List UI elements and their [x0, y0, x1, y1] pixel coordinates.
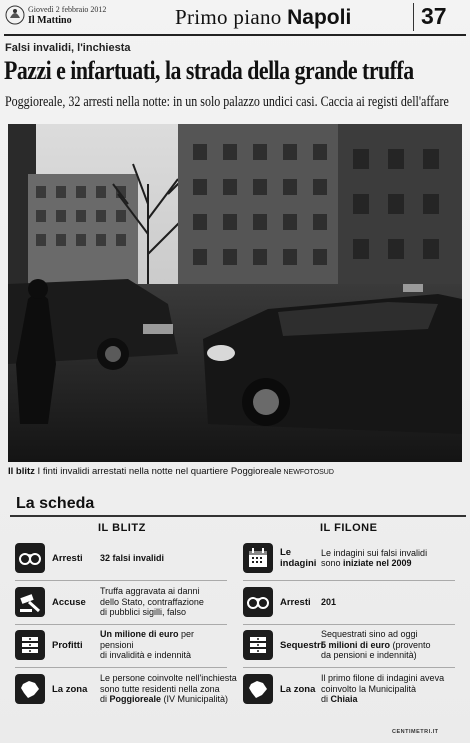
photo-caption [8, 466, 334, 477]
header-rule [4, 34, 466, 36]
right-row-text [321, 597, 336, 608]
row-label-line: indagini [280, 558, 317, 569]
row-label-line: La zona [280, 683, 316, 695]
row-text-line [100, 640, 194, 651]
issue-date: Giovedì 2 febbraio 2012 [28, 5, 107, 14]
row-text-line [321, 548, 427, 559]
row-rule [243, 624, 455, 625]
row-text-line [321, 684, 444, 695]
map-region-icon [15, 674, 45, 704]
left-row-text [100, 586, 204, 618]
row-rule [243, 667, 455, 668]
row-text-line [100, 553, 164, 564]
article-photo [8, 124, 462, 462]
scheda-title: La scheda [16, 495, 95, 512]
row-text-run: coinvolto la Municipalità [321, 683, 417, 694]
article-headline: Pazzi e infartuati, la strada della grande truffa [4, 56, 414, 85]
col-head-filone: IL FILONE [320, 522, 378, 534]
row-label-line: Arresti [52, 552, 83, 564]
handcuffs-icon [243, 587, 273, 617]
right-row-text [321, 548, 427, 569]
row-text-run: di pubblici sigilli, falso [100, 607, 187, 618]
row-label-line: Profitti [52, 639, 83, 651]
row-text-run: pensioni [100, 639, 134, 650]
page-number: 37 [421, 3, 447, 29]
row-text-line [321, 650, 431, 661]
footer-mark: CENTIMETRI.IT [392, 729, 439, 735]
money-icon [243, 630, 273, 660]
row-text-line [100, 673, 237, 684]
row-text-line [100, 586, 204, 597]
row-text-line [321, 673, 444, 684]
row-text-run: Il primo filone di indagini aveva [321, 673, 445, 684]
row-text-run: sono tutte residenti nella zona [100, 683, 220, 694]
left-row-label [52, 640, 83, 651]
row-text-run: Sequestrati sino ad oggi [321, 629, 418, 640]
row-label-line: Sequestri [280, 639, 324, 651]
money-icon [15, 630, 45, 660]
right-row-label [280, 597, 311, 608]
left-row-label [52, 553, 83, 564]
scheda-rule [10, 515, 466, 517]
article-subhead: Poggioreale, 32 arresti nella notte: in un solo palazzo undici casi. Caccia ai registi dell'affare [5, 94, 449, 110]
left-row-text [100, 629, 194, 661]
right-row-label [280, 640, 323, 651]
row-text-run: di [100, 694, 110, 705]
row-rule [15, 624, 227, 625]
caption-text: I finti invalidi arrestati nella notte nel quartiere Poggioreale [34, 466, 282, 477]
row-text-line [321, 640, 431, 651]
col-head-blitz: IL BLITZ [98, 522, 146, 534]
newspaper-logo-icon [4, 4, 26, 26]
left-row-label [52, 597, 86, 608]
row-text-run: Truffa aggravata ai danni [100, 586, 200, 597]
right-row-label [280, 684, 315, 695]
row-text-line [100, 629, 194, 640]
row-label-line: Arresti [280, 596, 311, 608]
row-label-line: La zona [52, 683, 88, 695]
row-text-run: Le indagini sui falsi invalidi [321, 547, 428, 558]
article-kicker: Falsi invalidi, l'inchiesta [5, 42, 131, 54]
row-rule [243, 580, 455, 581]
paper-name: Il Mattino [28, 15, 72, 26]
handcuffs-icon [15, 543, 45, 573]
row-text-run: da pensioni e indennità) [321, 650, 417, 661]
row-text-line [100, 597, 204, 608]
row-text-line [100, 607, 204, 618]
section-prefix: Primo piano [175, 5, 282, 29]
row-text-bold: 5 milioni di euro [321, 639, 391, 650]
row-text-line [321, 558, 427, 569]
row-rule [15, 667, 227, 668]
section-title [175, 5, 351, 30]
row-text-run: (provento [390, 639, 431, 650]
right-row-text [321, 673, 444, 705]
row-text-run: Le persone coinvolte nell'inchiesta [100, 673, 237, 684]
page-header [0, 0, 470, 34]
calendar-icon [243, 543, 273, 573]
right-row-label [280, 547, 316, 569]
left-row-label [52, 684, 87, 695]
gavel-icon [15, 587, 45, 617]
row-text-run: per [178, 629, 195, 640]
row-text-run: (IV Municipalità) [161, 694, 229, 705]
section-city: Napoli [287, 6, 352, 29]
row-rule [15, 580, 227, 581]
row-label-line: Le [280, 547, 292, 558]
row-text-run: dello Stato, contraffazione [100, 596, 204, 607]
header-divider [413, 3, 414, 31]
row-text-line [321, 629, 431, 640]
photo-credit: NEWFOTOSUD [281, 469, 334, 476]
row-text-line [321, 694, 444, 705]
row-text-line [100, 684, 237, 695]
map-region-icon [243, 674, 273, 704]
row-text-line [100, 650, 194, 661]
row-text-bold: 32 falsi invalidi [100, 552, 165, 563]
row-text-run: sono [321, 558, 344, 568]
caption-lead: Il blitz [8, 466, 35, 477]
left-row-text [100, 673, 237, 705]
row-text-line [100, 694, 237, 705]
row-label-line: Accuse [52, 596, 86, 608]
row-text-run: di [321, 694, 331, 705]
row-text-bold: 201 [321, 596, 337, 607]
row-text-run: di invalidità e indennità [100, 650, 192, 661]
row-text-bold: iniziate nel 2009 [343, 558, 412, 568]
row-text-bold: Un milione di euro [100, 629, 179, 640]
row-text-bold: Poggioreale [109, 694, 162, 705]
row-text-line [321, 597, 336, 608]
row-text-bold: Chiaia [330, 694, 358, 705]
right-row-text [321, 629, 431, 661]
left-row-text [100, 553, 164, 564]
